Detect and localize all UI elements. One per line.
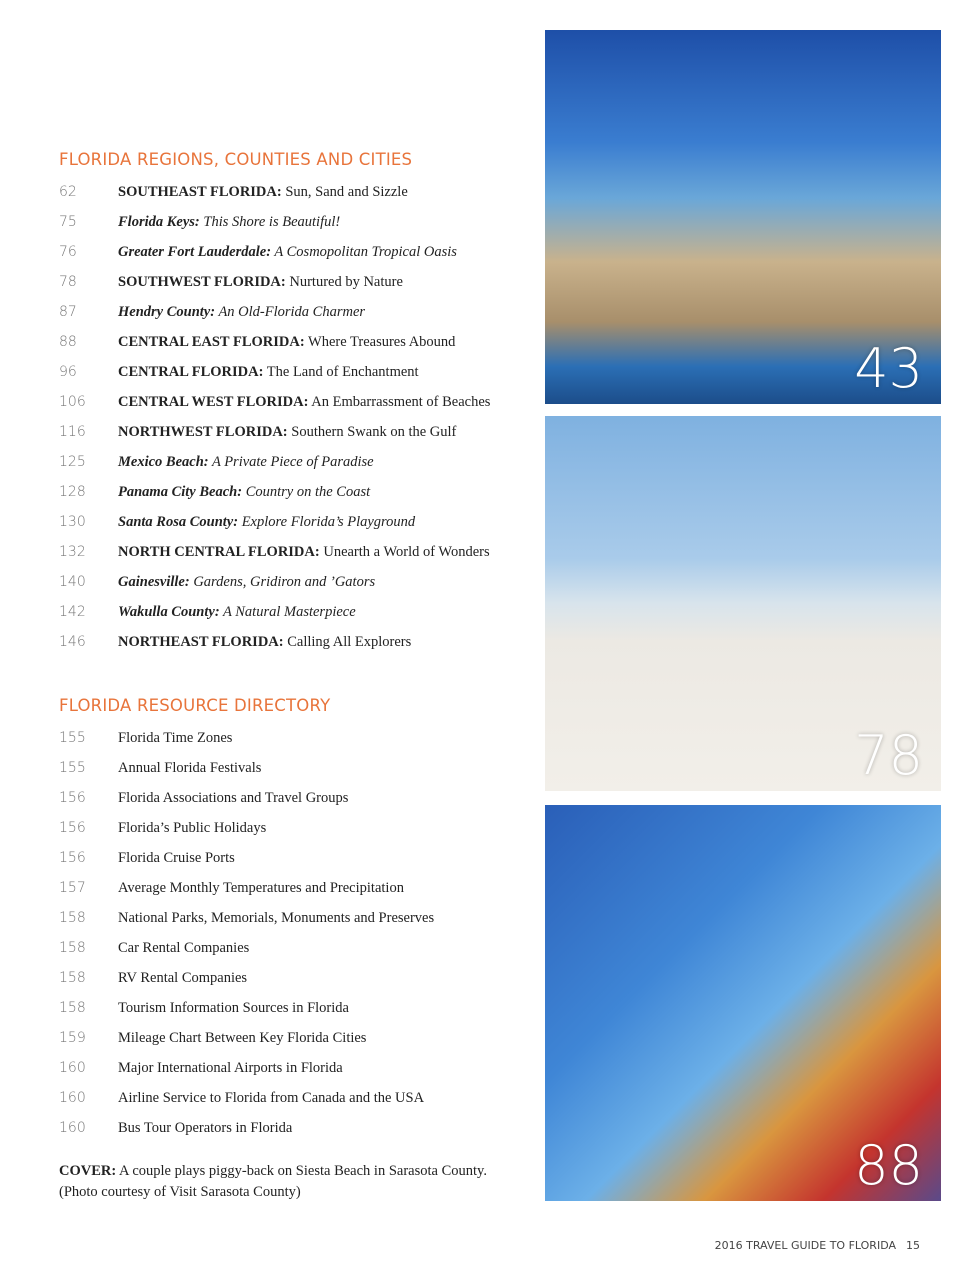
toc-entry (59, 963, 519, 993)
entry-title-rest: Sun, Sand and Sizzle (281, 184, 408, 200)
entry-title: Average Monthly Temperatures and Precipitation (118, 880, 404, 896)
entry-title: RV Rental Companies (118, 970, 248, 986)
toc-entry (59, 207, 519, 237)
page-number: 116 (59, 424, 86, 440)
page-number: 158 (59, 970, 86, 986)
toc-entry (59, 903, 519, 933)
entry-title (118, 627, 411, 657)
entry-title (118, 477, 370, 507)
entry-title: Car Rental Companies (118, 940, 250, 956)
toc-entry (59, 1083, 519, 1113)
page-number: 156 (59, 790, 86, 806)
entry-title-strong: SOUTHWEST FLORIDA: (118, 274, 286, 290)
entry-title (118, 357, 419, 387)
entry-title: Tourism Information Sources in Florida (118, 1000, 349, 1016)
page-number: 15 (906, 1239, 920, 1252)
toc-entry (59, 387, 519, 417)
toc-entry (59, 597, 519, 627)
page-number: 96 (59, 364, 77, 380)
entry-title-strong: NORTHEAST FLORIDA: (118, 634, 284, 650)
toc-entry (59, 627, 519, 657)
entry-title (118, 387, 490, 417)
page-number: 160 (59, 1090, 86, 1106)
entry-title: National Parks, Memorials, Monuments and Preserves (118, 910, 435, 926)
toc-entry (59, 753, 519, 783)
toc-entry (59, 843, 519, 873)
photo-beach-cabanas (545, 30, 941, 404)
entry-title-rest: An Embarrassment of Beaches (308, 394, 491, 410)
photo-page-number: 43 (854, 337, 923, 400)
entry-title (118, 207, 340, 237)
page-number: 76 (59, 244, 77, 260)
page-number: 156 (59, 850, 86, 866)
entry-title-rest: Where Treasures Abound (304, 334, 456, 350)
entry-title (118, 447, 374, 477)
entry-title-rest: Southern Swank on the Gulf (287, 424, 457, 440)
entry-title: Florida Cruise Ports (118, 850, 235, 866)
entry-title-strong: Mexico Beach: (118, 454, 209, 470)
cover-credit: (Photo courtesy of Visit Sarasota County) (59, 1184, 301, 1200)
entry-title: Airline Service to Florida from Canada and the USA (118, 1090, 425, 1106)
toc-entry (59, 873, 519, 903)
entry-title-rest: This Shore is Beautiful! (199, 214, 341, 230)
entry-title (118, 507, 415, 537)
entry-title: Annual Florida Festivals (118, 760, 262, 776)
toc-entry (59, 417, 519, 447)
page-number: 155 (59, 760, 86, 776)
page-number: 156 (59, 820, 86, 836)
entry-title (118, 417, 456, 447)
entry-title-rest: Gardens, Gridiron and ’Gators (189, 574, 376, 590)
page-number: 87 (59, 304, 77, 320)
entry-title: Florida Time Zones (118, 730, 233, 746)
page-number: 159 (59, 1030, 86, 1046)
page-number: 155 (59, 730, 86, 746)
entry-title-strong: Gainesville: (118, 574, 190, 590)
page-number: 125 (59, 454, 86, 470)
entry-title: Florida’s Public Holidays (118, 820, 267, 836)
toc-entry (59, 177, 519, 207)
toc-entry (59, 1023, 519, 1053)
entry-title: Mileage Chart Between Key Florida Cities (118, 1030, 367, 1046)
entry-title: Bus Tour Operators in Florida (118, 1120, 293, 1136)
entry-title (118, 177, 408, 207)
toc-entry (59, 933, 519, 963)
entry-title-strong: Santa Rosa County: (118, 514, 239, 530)
entry-title-strong: CENTRAL FLORIDA: (118, 364, 264, 380)
entry-title-rest: Unearth a World of Wonders (319, 544, 490, 560)
toc-entry (59, 723, 519, 753)
cover-label: COVER: (59, 1163, 117, 1179)
page-number: 160 (59, 1120, 86, 1136)
photo-page-number: 88 (854, 1134, 923, 1197)
page-number: 132 (59, 544, 86, 560)
toc-entry (59, 237, 519, 267)
entry-title-rest: Calling All Explorers (283, 634, 412, 650)
toc-entry (59, 567, 519, 597)
page-number: 62 (59, 184, 77, 200)
entry-title-rest: Nurtured by Nature (285, 274, 403, 290)
entry-title-strong: Greater Fort Lauderdale: (118, 244, 272, 260)
toc-entry (59, 327, 519, 357)
page-number: 160 (59, 1060, 86, 1076)
entry-title (118, 297, 365, 327)
entry-title-rest: A Private Piece of Paradise (208, 454, 374, 470)
toc-entry (59, 993, 519, 1023)
directory-list (59, 723, 519, 1143)
photo-page-number: 78 (854, 724, 923, 787)
toc-entry (59, 507, 519, 537)
entry-title-rest: The Land of Enchantment (263, 364, 419, 380)
page-number: 146 (59, 634, 86, 650)
page-number: 158 (59, 940, 86, 956)
toc-entry (59, 537, 519, 567)
toc-entry (59, 297, 519, 327)
directory-heading: FLORIDA RESOURCE DIRECTORY (59, 696, 331, 715)
entry-title (118, 327, 455, 357)
page-number: 157 (59, 880, 86, 896)
page-number: 88 (59, 334, 77, 350)
entry-title (118, 597, 356, 627)
page-footer (715, 1239, 920, 1252)
entry-title-strong: Hendry County: (118, 304, 216, 320)
toc-entry (59, 267, 519, 297)
entry-title: Florida Associations and Travel Groups (118, 790, 349, 806)
page-number: 75 (59, 214, 77, 230)
page-number: 142 (59, 604, 86, 620)
cover-caption (59, 1161, 519, 1203)
photo-beach-cyclists (545, 416, 941, 791)
entry-title-rest: A Cosmopolitan Tropical Oasis (271, 244, 457, 260)
entry-title-rest: An Old-Florida Charmer (215, 304, 366, 320)
regions-list (59, 177, 519, 657)
entry-title-strong: NORTHWEST FLORIDA: (118, 424, 288, 440)
entry-title-strong: Florida Keys: (118, 214, 200, 230)
toc-entry (59, 447, 519, 477)
entry-title-rest: Explore Florida’s Playground (238, 514, 416, 530)
footer-title: 2016 TRAVEL GUIDE TO FLORIDA (714, 1239, 896, 1252)
toc-entry (59, 477, 519, 507)
page-number: 158 (59, 910, 86, 926)
entry-title-strong: SOUTHEAST FLORIDA: (118, 184, 282, 200)
cover-text: A couple plays piggy-back on Siesta Beach in Sarasota County. (116, 1163, 487, 1179)
entry-title-strong: CENTRAL EAST FLORIDA: (118, 334, 305, 350)
page-number: 78 (59, 274, 77, 290)
entry-title: Major International Airports in Florida (118, 1060, 343, 1076)
page-number: 128 (59, 484, 86, 500)
toc-entry (59, 813, 519, 843)
page-number: 140 (59, 574, 86, 590)
photo-girls-shopping (545, 805, 941, 1201)
page-number: 106 (59, 394, 86, 410)
entry-title-rest: Country on the Coast (242, 484, 371, 500)
page-number: 130 (59, 514, 86, 530)
toc-entry (59, 1053, 519, 1083)
entry-title-rest: A Natural Masterpiece (219, 604, 356, 620)
toc-entry (59, 357, 519, 387)
entry-title-strong: NORTH CENTRAL FLORIDA: (118, 544, 320, 560)
entry-title-strong: CENTRAL WEST FLORIDA: (118, 394, 309, 410)
entry-title (118, 267, 403, 297)
toc-entry (59, 1113, 519, 1143)
entry-title-strong: Wakulla County: (118, 604, 220, 620)
entry-title (118, 537, 490, 567)
entry-title (118, 567, 375, 597)
entry-title-strong: Panama City Beach: (118, 484, 243, 500)
page-number: 158 (59, 1000, 86, 1016)
regions-heading: FLORIDA REGIONS, COUNTIES AND CITIES (59, 150, 413, 169)
entry-title (118, 237, 457, 267)
toc-entry (59, 783, 519, 813)
